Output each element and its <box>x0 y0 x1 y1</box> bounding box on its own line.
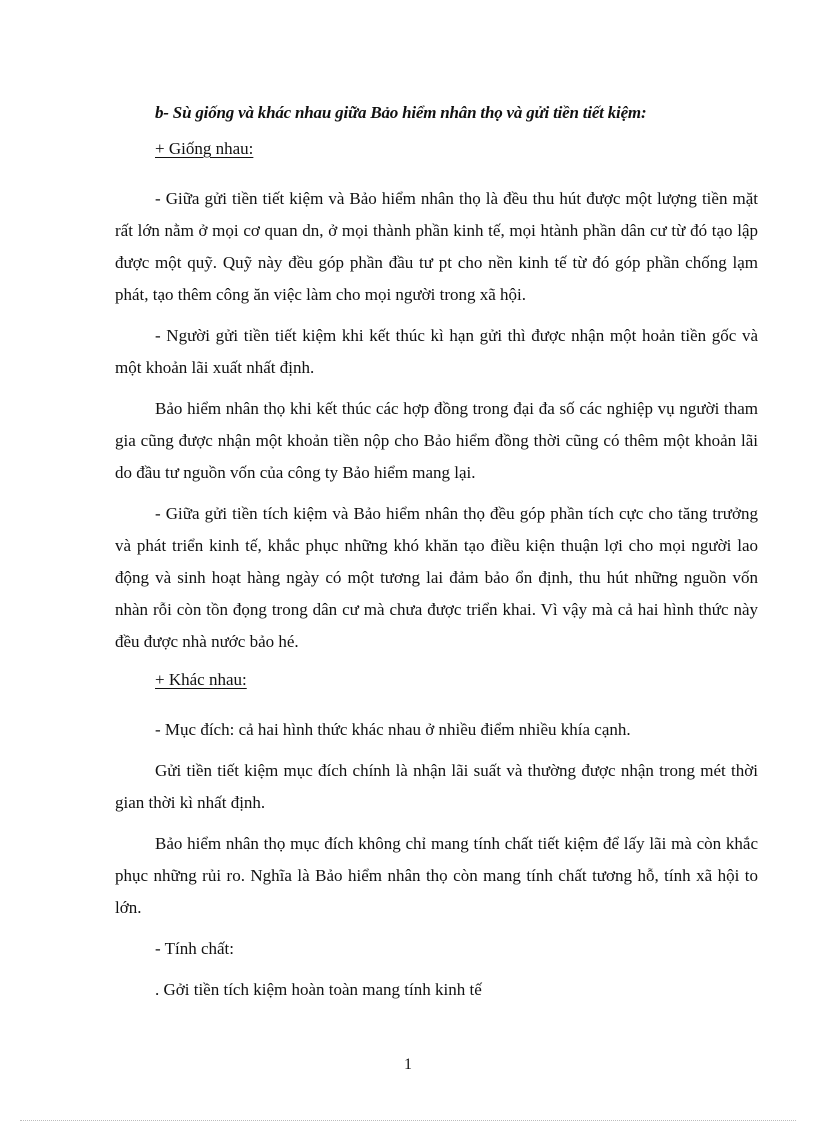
similar-heading: + Giống nhau: <box>155 139 254 158</box>
section-heading: b- Sù giống và khác nhau giữa Bảo hiểm nhân thọ và gửi tiền tiết kiệm: <box>155 103 647 122</box>
paragraph-similar-3: Bảo hiểm nhân thọ khi kết thúc các hợp đồng trong đại đa số các nghiệp vụ người tham gia cũng được nhận một khoản tiền nộp cho Bảo hiểm đồng thời cũng có thêm một khoản lãi do đầu tư nguồn vốn của công ty Bảo hiểm mang lại. <box>115 399 758 482</box>
different-heading-wrap <box>115 667 758 705</box>
page-content <box>115 100 758 1015</box>
paragraph-different-3: Bảo hiểm nhân thọ mục đích không chỉ mang tính chất tiết kiệm để lấy lãi mà còn khắc phục những rủi ro. Nghĩa là Bảo hiểm nhân thọ còn mang tính chất tương hỗ, tính xã hội to lớn. <box>115 834 758 917</box>
paragraph-similar-2: - Người gửi tiền tiết kiệm khi kết thúc kì hạn gửi thì được nhận một hoản tiền gốc và một khoản lãi xuất nhất định. <box>115 326 758 377</box>
different-heading: + Khác nhau: <box>155 670 247 689</box>
page-number: 1 <box>404 1056 412 1073</box>
paragraph-different-1: - Mục đích: cả hai hình thức khác nhau ở nhiều điểm nhiều khía cạnh. <box>155 720 631 739</box>
paragraph-different-4: - Tính chất: <box>155 939 234 958</box>
paragraph-similar-4: - Giữa gửi tiền tích kiệm và Bảo hiểm nhân thọ đều góp phần tích cực cho tăng trưởng và phát triển kinh tế, khắc phục những khó khăn tạo điều kiện thuận lợi cho mọi người lao động và sinh hoạt hàng ngày có một tương lai đảm bảo ổn định, thu hút những nguồn vốn nhàn rỗi còn tồn đọng trong dân cư mà chưa được triển khai. Vì vậy mà cả hai hình thức này đều được nhà nước bảo hé. <box>115 504 758 651</box>
page-bottom-divider <box>20 1120 796 1121</box>
paragraph-different-5: . Gởi tiền tích kiệm hoàn toàn mang tính kinh tế <box>155 980 482 999</box>
similar-heading-wrap <box>115 136 758 174</box>
paragraph-different-2: Gửi tiền tiết kiệm mục đích chính là nhận lãi suất và thường được nhận trong mét thời gian thời kì nhất định. <box>115 761 758 812</box>
paragraph-similar-1: - Giữa gửi tiền tiết kiệm và Bảo hiểm nhân thọ là đều thu hút được một lượng tiền mặt rất lớn nằm ở mọi cơ quan dn, ở mọi thành phần kinh tế, mọi htành phần dân cư từ đó tạo lập được một quỹ. Quỹ này đều góp phần đầu tư pt cho nền kinh tế từ đó góp phần chống lạm phát, tạo thêm công ăn việc làm cho mọi người trong xã hội. <box>115 189 758 304</box>
